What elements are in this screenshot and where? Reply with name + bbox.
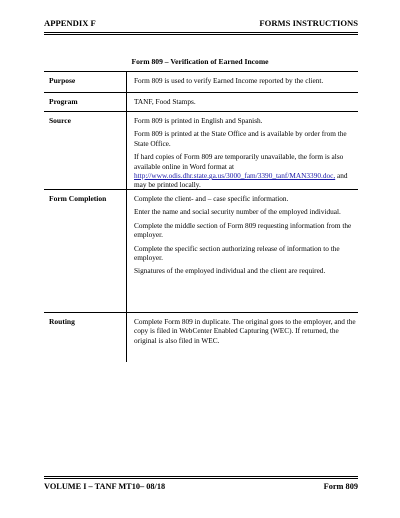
page-header (44, 18, 358, 28)
footer-rule-bottom (44, 478, 358, 479)
source-paragraph-2: Form 809 is printed at the State Office and is available by order from the State Office. (134, 129, 347, 148)
footer-rule-top (44, 476, 358, 477)
row-content-program (126, 93, 358, 111)
row-source (44, 111, 358, 189)
row-content-routing (126, 313, 358, 362)
footer-form-number: Form 809 (323, 482, 358, 491)
row-content-purpose (126, 72, 358, 92)
row-content-source (126, 112, 358, 189)
row-label-routing: Routing (49, 317, 75, 326)
completion-paragraph-1: Complete the client- and – case specific information. (134, 194, 289, 203)
purpose-text: Form 809 is used to verify Earned Income reported by the client. (134, 76, 324, 85)
row-content-form-completion (126, 190, 358, 312)
page-footer (44, 482, 358, 492)
header-rule-top (44, 32, 358, 33)
row-label-source: Source (49, 116, 71, 125)
header-rule-bottom (44, 34, 358, 35)
row-label-program: Program (49, 97, 78, 106)
row-routing (44, 312, 358, 362)
row-purpose (44, 71, 358, 92)
header-appendix: APPENDIX F (44, 18, 96, 28)
completion-paragraph-4: Complete the specific section authorizing release of information to the employer. (134, 243, 340, 263)
source-paragraph-3 (134, 152, 356, 190)
row-label-purpose: Purpose (49, 76, 76, 85)
completion-paragraph-2: Enter the name and social security number of the employed individual. (134, 207, 341, 217)
footer-volume: VOLUME I – TANF MT10– 08/18 (44, 482, 166, 491)
completion-paragraph-5: Signatures of the employed individual and the client are required. (134, 266, 326, 276)
instructions-table (44, 71, 358, 362)
routing-text: Complete Form 809 in duplicate. The original goes to the employer, and the copy is filed in WebCenter Enabled Capturing (WEC). If returned, the original is also filed in WEC. (134, 317, 356, 345)
row-form-completion (44, 189, 358, 312)
completion-paragraph-3: Complete the middle section of Form 809 requesting information from the employer. (134, 220, 352, 240)
source-paragraph-1: Form 809 is printed in English and Spanish. (134, 116, 263, 125)
row-label-form-completion: Form Completion (49, 194, 107, 203)
form-download-link[interactable]: http://www.odis.dhr.state.ga.us/3000_fam/3390_tanf/MAN3390.doc, (134, 171, 336, 181)
row-program (44, 92, 358, 111)
document-title: Form 809 – Verification of Earned Income (131, 57, 269, 66)
program-text: TANF, Food Stamps. (134, 97, 196, 106)
source-paragraph-3-end: and may be printed locally. (134, 171, 348, 190)
header-section: FORMS INSTRUCTIONS (259, 18, 358, 28)
source-paragraph-3-text: If hard copies of Form 809 are temporarily unavailable, the form is also available online in Word format at (134, 152, 344, 171)
